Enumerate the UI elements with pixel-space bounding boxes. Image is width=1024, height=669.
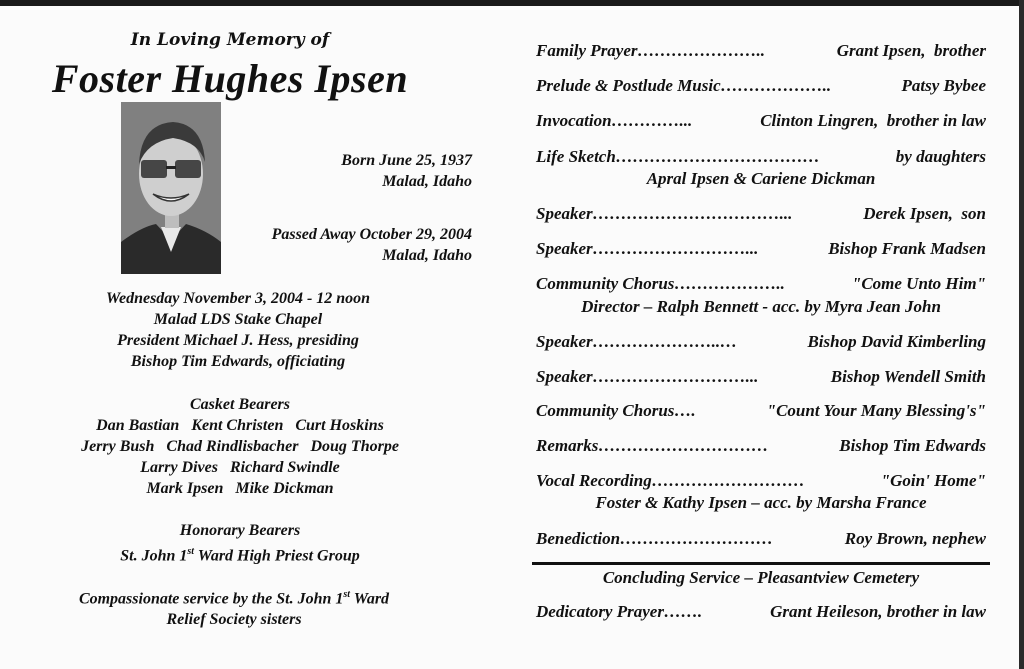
service-info [0,288,478,372]
program-item-life-sketch [536,146,986,168]
relief-text-sup: st [343,589,351,600]
program-label: Speaker………………………... [536,239,759,258]
program-label: Invocation…………... [536,111,693,130]
program-item-dedicatory [536,601,986,623]
program-value: "Come Unto Him" [851,274,986,293]
program-value: Derek Ipsen, son [863,204,986,223]
program-label: Community Chorus……………….. [536,274,785,293]
program-label: Family Prayer………………….. [536,41,766,60]
program-value: "Goin' Home" [880,471,986,490]
program-label: Benediction……………………… [536,529,774,548]
program-value: Clinton Lingren, brother in law [760,111,986,130]
concluding-title: Concluding Service – Pleasantview Cemetery [602,568,920,587]
birth-date: Born June 25, 1937 [341,152,472,169]
program-label: Vocal Recording……………………… [536,471,805,490]
program-label: Prelude & Postlude Music……………….. [536,76,832,95]
program-item-speaker-3 [536,331,986,353]
service-officiating: Bishop Tim Edwards, officiating [130,353,346,370]
program-item-chorus-2 [536,400,986,422]
birth-place: Malad, Idaho [382,173,472,190]
program-item-family-prayer [536,40,986,62]
program-label: Community Chorus…. [536,401,696,420]
casket-bearers-line: Jerry Bush Chad Rindlisbacher Doug Thorpe [81,438,399,455]
program-panel [520,0,1020,669]
program-value: Bishop Wendell Smith [830,367,986,386]
program-value: Bishop Frank Madsen [828,239,986,258]
in-memory-heading: In Loving Memory of [130,30,330,50]
relief-line-1 [0,584,474,609]
service-location: Malad LDS Stake Chapel [153,311,323,328]
program-item-benediction [536,528,986,550]
casket-bearers [0,394,480,499]
deceased-name: Foster Hughes Ipsen [51,56,409,101]
relief-text-post: Ward [350,590,390,608]
honorary-text-pre: St. John 1 [120,547,188,565]
program-item-vocal [536,470,986,492]
program-label: Speaker………………………... [536,367,759,386]
program-value: Bishop David Kimberling [807,332,986,351]
death-place: Malad, Idaho [382,247,472,264]
program-value: Grant Heileson, brother in law [770,602,986,621]
service-presiding: President Michael J. Hess, presiding [117,332,359,349]
program-item-prelude [536,75,986,97]
program-item-chorus-1 [536,273,986,295]
program-item-speaker-2 [536,238,986,260]
program-value: "Count Your Many Blessing's" [766,401,986,420]
program-sub-chorus-1: Director – Ralph Bennett - acc. by Myra Jean John [581,297,941,316]
honorary-text-sup: st [187,546,195,557]
program-value: Patsy Bybee [901,76,986,95]
death-info [112,224,472,266]
program-value: by daughters [895,147,986,166]
program-label: Dedicatory Prayer……. [536,602,703,621]
casket-bearers-line: Dan Bastian Kent Christen Curt Hoskins [96,417,384,434]
casket-bearers-title: Casket Bearers [190,396,290,413]
program-label: Remarks………………………… [536,436,769,455]
program-label: Speaker…………………..… [536,332,738,351]
program-value: Bishop Tim Edwards [839,436,986,455]
death-date: Passed Away October 29, 2004 [271,226,472,243]
honorary-bearers [0,520,480,566]
honorary-bearers-title: Honorary Bearers [179,522,301,539]
program-label: Speaker……………………………... [536,204,793,223]
left-panel [0,0,500,669]
program-value: Grant Ipsen, brother [836,41,986,60]
program-item-remarks [536,435,986,457]
service-date: Wednesday November 3, 2004 - 12 noon [105,290,371,307]
program-label: Life Sketch……………………………… [536,147,820,166]
program-value: Roy Brown, nephew [844,529,986,548]
casket-bearers-line: Larry Dives Richard Swindle [140,459,340,476]
program-sub-life-sketch: Apral Ipsen & Cariene Dickman [646,169,876,188]
relief-society [0,584,474,630]
program-item-speaker-4 [536,366,986,388]
program-item-invocation [536,110,986,132]
program-sub-vocal: Foster & Kathy Ipsen – acc. by Marsha France [595,493,927,512]
birth-info [112,150,472,192]
relief-line-2: Relief Society sisters [166,611,302,629]
program-item-speaker-1 [536,203,986,225]
honorary-bearers-group [0,541,480,566]
honorary-text-post: Ward High Priest Group [194,547,360,565]
casket-bearers-line: Mark Ipsen Mike Dickman [146,480,334,497]
relief-text-pre: Compassionate service by the St. John 1 [78,590,344,608]
divider [532,562,990,565]
